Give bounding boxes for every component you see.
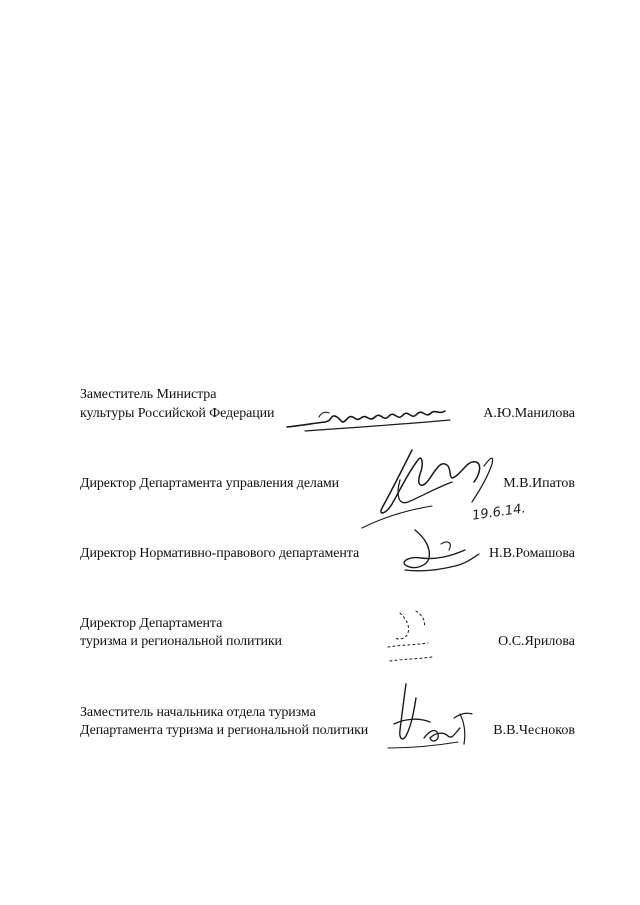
signatory-4-title-line-1: Директор Департамента xyxy=(80,616,223,631)
handwritten-date: 19.6.14. xyxy=(471,501,527,524)
signatory-5-title-line-2: Департамента туризма и региональной политики xyxy=(80,723,369,738)
signatory-3-title: Директор Нормативно-правового департамента xyxy=(80,546,360,561)
signature-manilova xyxy=(285,395,460,440)
signatory-5-name: В.В.Чесноков xyxy=(493,723,575,738)
signature-chesnokov xyxy=(380,678,480,758)
signatory-5-title-line-1: Заместитель начальника отдела туризма xyxy=(80,705,316,720)
signatory-2-name: М.В.Ипатов xyxy=(503,476,575,491)
signatory-1-name: А.Ю.Манилова xyxy=(483,406,575,421)
signature-ipatov xyxy=(352,430,502,540)
signature-yarilova xyxy=(380,605,450,670)
signatory-1-title-line-1: Заместитель Министра xyxy=(80,387,217,402)
signatory-4-name: О.С.Ярилова xyxy=(498,634,575,649)
signatory-2-title: Директор Департамента управления делами xyxy=(80,476,340,491)
signatory-4-title-line-2: туризма и региональной политики xyxy=(80,634,282,649)
signatory-1-title-line-2: культуры Российской Федерации xyxy=(80,406,275,421)
signature-romashova xyxy=(385,520,495,580)
signatory-3-name: Н.В.Ромашова xyxy=(488,546,575,561)
